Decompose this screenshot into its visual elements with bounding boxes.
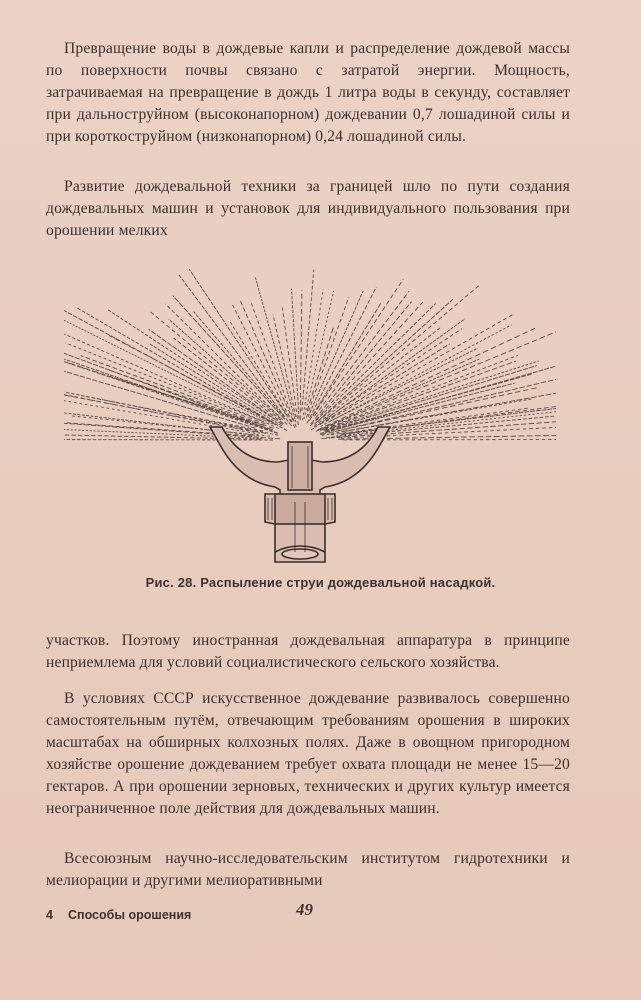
spray-ray (64, 353, 269, 429)
spray-ray (309, 304, 380, 421)
sprinkler-spray-drawing (60, 262, 560, 572)
page-number: 49 (296, 900, 313, 919)
sprinkler-nozzle-illustration (60, 262, 560, 572)
figure-caption: Рис. 28. Распыление струи дождевальной насадкой. (145, 575, 496, 590)
paragraph-continuation: участков. Поэтому иностранная дождевальная аппаратура в принципе неприемлема для условий социалистического сельского хозяйства. (46, 632, 570, 671)
spray-ray (194, 312, 285, 417)
spray-ray (307, 326, 334, 411)
paragraph-foreign-development: Развитие дождевальной техники за границей шло по пути создания дождевальных машин и установок для индивидуального пользования при орошении мелких (46, 178, 570, 239)
section-title: Способы орошения (68, 908, 192, 922)
page-footer (46, 900, 570, 926)
spray-ray (173, 296, 285, 420)
spray-ray (174, 338, 284, 424)
signature-mark: 4 (46, 908, 53, 922)
spray-ray (169, 319, 280, 418)
paragraph-energy: Превращение воды в дождевые капли и распределение дождевой массы по поверхности почвы связано с затратой энергии. Мощность, затрачиваемая на превращение в дождь 1 литра воды в секунду, составляет при дальноструйном (высоконапорном) дождевании 0,7 лошадиной силы и при короткоструйном (низконапорном) 0,24 лошадиной силы. (46, 40, 570, 145)
spray-ray (325, 374, 532, 431)
spray-ray (255, 277, 296, 422)
spray-rays (64, 269, 556, 440)
spray-ray (320, 355, 518, 430)
spray-ray (300, 290, 302, 420)
spray-ray (325, 329, 462, 419)
spray-ray (302, 270, 314, 411)
spray-ray (150, 312, 281, 421)
spray-ray (303, 289, 324, 420)
spray-ray (313, 279, 403, 415)
nozzle-body (210, 427, 390, 562)
spray-ray (81, 356, 266, 424)
spray-ray (317, 284, 480, 422)
spray-ray (66, 343, 262, 421)
spray-ray (64, 392, 278, 435)
spray-ray (342, 407, 557, 435)
spray-ray (273, 315, 296, 417)
spray-ray (64, 401, 255, 434)
spray-ray (314, 299, 453, 424)
spray-ray (324, 366, 537, 431)
spray-ray (292, 289, 300, 419)
spray-ray (307, 287, 376, 423)
spray-ray (314, 328, 440, 427)
paragraph-ussr-development: В условиях СССР искусственное дождевание развивалось совершенно самостоятельным путём, отвечающим требованиям орошения в широких масштабах на обширных колхозных полях. Даже в овощном пригородном хозяйстве орошение дождеванием требует охвата площади не менее 15—20 гектаров. А при орошении зерновых, технических и других культур имеется неограниченное поле действия для дождевальных машин. (46, 690, 570, 817)
paragraph-institute: Всесоюзным научно-исследовательским институтом гидротехники и мелиорации и другими мелиоративными (46, 850, 570, 889)
